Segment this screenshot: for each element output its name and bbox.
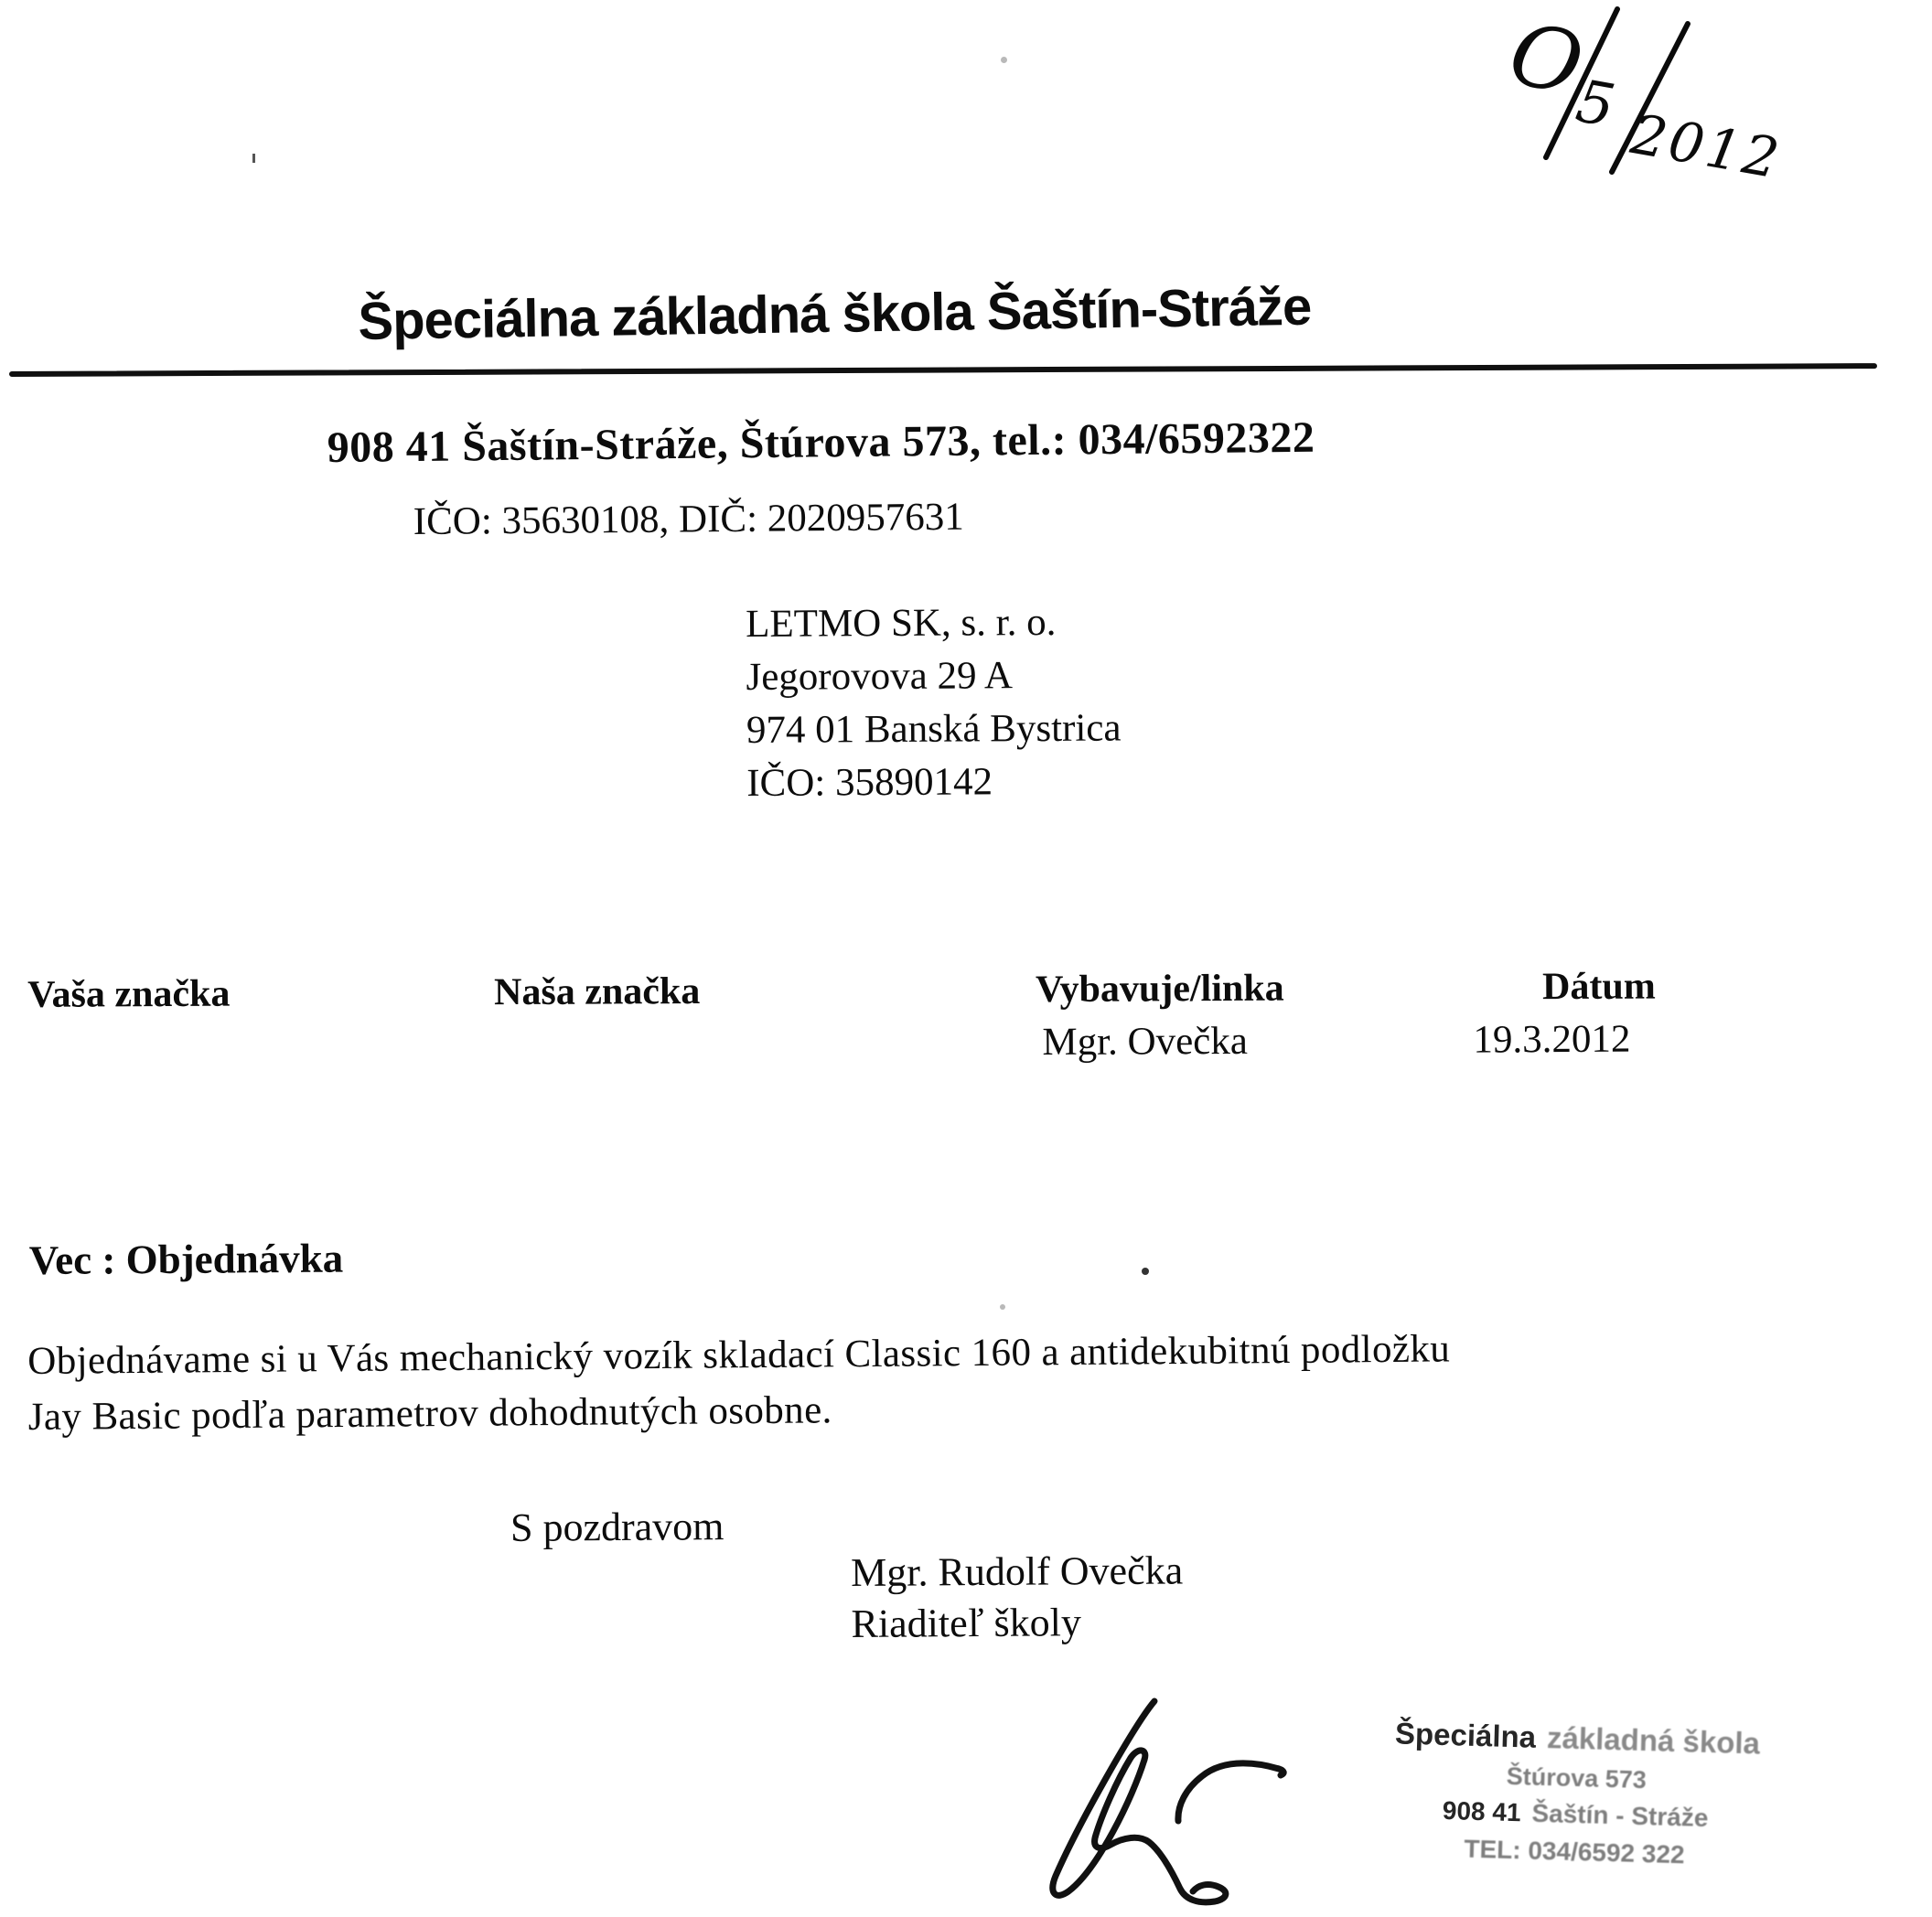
scan-speck — [1142, 1268, 1149, 1275]
signer-name: Mgr. Rudolf Ovečka — [851, 1548, 1184, 1595]
signature-stroke — [1053, 1701, 1154, 1895]
stamp-school-name-strong: Špeciálna — [1394, 1716, 1537, 1754]
handwritten-5: 5 — [1571, 68, 1620, 142]
handwritten-reference — [1498, 2, 1819, 194]
school-registration: IČO: 35630108, DIČ: 2020957631 — [413, 495, 964, 544]
signer-title: Riaditeľ školy — [851, 1600, 1082, 1646]
reference-header-vybavuje-linka: Vybavuje/linka — [1035, 967, 1284, 1012]
stamp-city-faded: Šaštín - Stráže — [1531, 1798, 1709, 1833]
reference-header-datum: Dátum — [1541, 965, 1656, 1009]
subject-line: Vec : Objednávka — [28, 1235, 344, 1283]
body-line-2: Jay Basic podľa parametrov dohodnutých osobne. — [27, 1388, 832, 1439]
body-line-1: Objednávame si u Vás mechanický vozík skladací Classic 160 a antidekubitnú podložku — [27, 1327, 1451, 1383]
reference-row — [0, 963, 1932, 1092]
stamp-school-name-faded: základná škola — [1546, 1720, 1761, 1761]
scan-speck — [252, 154, 255, 163]
signature-stroke — [1178, 1763, 1283, 1821]
recipient-street: Jegorovova 29 A — [746, 654, 1014, 699]
signer-block — [851, 1545, 1184, 1650]
stamp-line-1 — [1367, 1716, 1788, 1762]
salutation: S pozdravom — [510, 1504, 724, 1550]
reference-header-vasa-znacka: Vaša značka — [27, 972, 231, 1016]
school-address: 908 41 Šaštín-Stráže, Štúrova 573, tel.: 034/6592322 — [327, 412, 1315, 473]
stamp-phone: TEL: 034/6592 322 — [1463, 1834, 1686, 1869]
stamp-line-3 — [1365, 1794, 1787, 1836]
stamp-zip-strong: 908 41 — [1442, 1795, 1521, 1827]
reference-value-datum: 19.3.2012 — [1473, 1017, 1631, 1062]
reference-header-nasa-znacka: Naša značka — [493, 969, 701, 1014]
scan-speck — [1000, 1304, 1005, 1310]
handwritten-year: 2012 — [1626, 102, 1787, 192]
recipient-name: LETMO SK, s. r. o. — [746, 600, 1057, 646]
recipient-ico: IČO: 35890142 — [746, 760, 993, 805]
scan-speck — [1001, 57, 1007, 63]
reference-value-vybavuje: Mgr. Ovečka — [1042, 1019, 1249, 1065]
handwritten-o: O — [1499, 3, 1593, 117]
signature-scribble — [1034, 1688, 1301, 1915]
recipient-city: 974 01 Banská Bystrica — [746, 706, 1122, 752]
recipient-block — [746, 595, 1122, 809]
body-paragraph — [27, 1318, 1821, 1445]
stamp-street: Štúrova 573 — [1506, 1762, 1648, 1794]
school-stamp — [1364, 1716, 1788, 1873]
school-name: Špeciálna základná škola Šaštín-Stráže — [357, 276, 1312, 352]
header-divider — [9, 363, 1877, 377]
